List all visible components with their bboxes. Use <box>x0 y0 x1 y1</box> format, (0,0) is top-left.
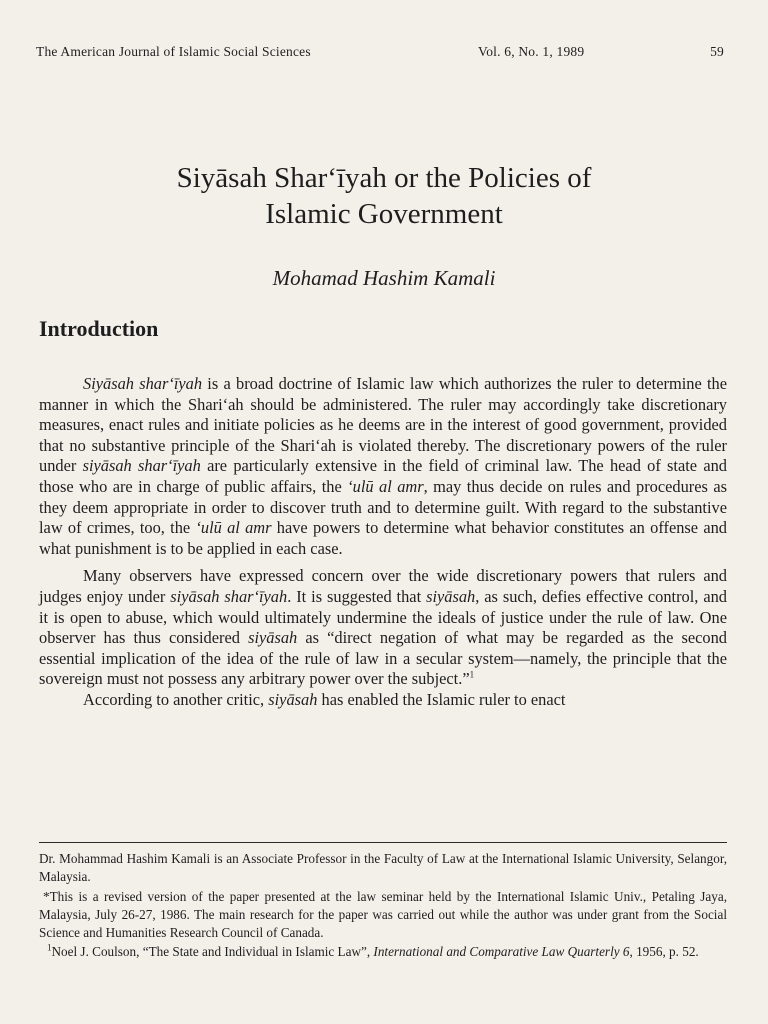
volume-issue: Vol. 6, No. 1, 1989 <box>478 44 585 59</box>
article-author: Mohamad Hashim Kamali <box>272 266 496 290</box>
text-run: is a broad doctrine of Islamic law which authorizes the ruler to determine the manner in which the Shari‘ah should be administered. The ruler may accordingly take discretionary measures, enact rules and initiate policies as he deems are in the interest of good government, provided that no substantive principle of the Shari‘ah is violated thereby. The discretionary powers of the ruler under <box>39 374 727 476</box>
footnote-revised-version <box>39 888 727 943</box>
text-run: *This is a revised version of the paper presented at the law seminar held by the International Islamic Univ., Petaling Jaya, Malaysia, July 26-27, 1986. The main research for the paper was carried out while the author was under grant from the Social Science and Humanities Research Council of Canada. <box>39 888 727 941</box>
italic-term: siyāsah shar‘īyah <box>170 586 288 606</box>
text-run: Dr. Mohammad Hashim Kamali is an Associate Professor in the Faculty of Law at the International Islamic University, Selangor, Malaysia. <box>39 851 727 885</box>
text-run: , 1956, p. 52. <box>629 944 699 960</box>
text-run: are particularly extensive in the field of criminal law. The head of state and those who are in charge of public affairs, the <box>39 456 727 496</box>
running-head <box>36 44 724 62</box>
text-run: has enabled the Islamic ruler to enact <box>317 689 566 709</box>
page-number: 59 <box>710 44 724 59</box>
body-paragraph-3 <box>39 690 727 711</box>
italic-term: siyāsah <box>426 586 476 606</box>
text-run: . It is suggested that <box>287 586 427 606</box>
italic-term: Siyāsah shar‘īyah <box>83 374 203 393</box>
text-run: , as such, defies effective control, and it is open to abuse, which would ultimately undermine the ideals of justice under the rule of law. One observer has thus considered <box>39 586 727 648</box>
article-title-line-2: Islamic Government <box>265 198 503 230</box>
section-heading: Introduction <box>39 316 159 341</box>
italic-term: siyāsah <box>248 628 298 648</box>
italic-term: International and Comparative Law Quarterly 6 <box>373 944 630 960</box>
article-title <box>0 160 768 232</box>
body-text <box>39 374 727 711</box>
footnote-marker: 1 <box>47 943 52 954</box>
footnote-marker: 1 <box>469 669 475 680</box>
text-run: Many observers have expressed concern over the wide discretionary powers that rulers and judges enjoy under <box>39 566 727 606</box>
italic-term: ‘ulū al amr <box>347 476 424 496</box>
italic-term: siyāsah <box>268 689 318 709</box>
body-paragraph-1 <box>39 374 727 559</box>
footnote-divider <box>39 842 727 843</box>
italic-term: siyāsah shar‘īyah <box>82 456 201 476</box>
text-run: According to another critic, <box>83 689 269 709</box>
text-run: have powers to determine what behavior constitutes an offense and what punishment is to be applied in each case. <box>39 518 727 558</box>
text-run: as “direct negation of what may be regarded as the second essential implication of the idea of the rule of law in a secular system—namely, the principle that the sovereign must not possess any arbitrary power over the subject.” <box>39 628 727 689</box>
article-title-line-1: Siyāsah Shar‘īyah or the Policies of <box>176 162 592 194</box>
body-paragraph-2 <box>39 566 727 690</box>
footnote-author-affiliation <box>39 850 727 887</box>
footnote-1 <box>39 943 727 961</box>
text-run: , may thus decide on rules and procedures as they deem appropriate in order to discover truth and to determine guilt. With regard to the substantive law of crimes, too, the <box>39 476 727 538</box>
italic-term: ‘ulū al amr <box>195 518 272 538</box>
footnotes <box>39 850 727 962</box>
journal-name: The American Journal of Islamic Social Sciences <box>36 44 311 59</box>
text-run: Noel J. Coulson, “The State and Individual in Islamic Law”, <box>51 944 374 960</box>
